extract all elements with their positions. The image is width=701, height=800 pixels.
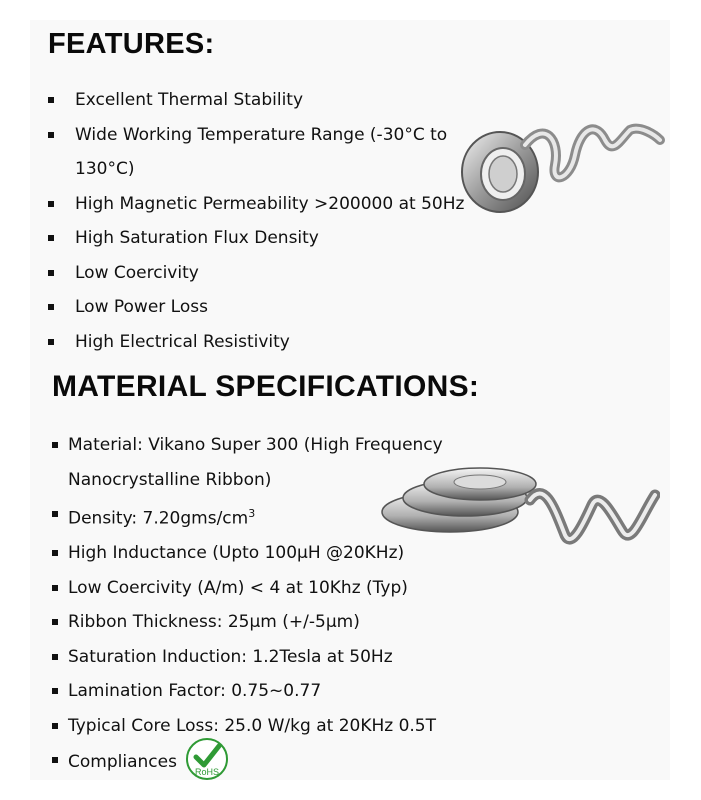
list-item (52, 709, 482, 744)
list-item (52, 605, 482, 640)
bullet-icon (48, 304, 54, 310)
bullet-icon (52, 688, 58, 694)
bullet-icon (48, 270, 54, 276)
bullet-icon (52, 585, 58, 591)
list-item (52, 640, 482, 675)
bullet-icon (52, 619, 58, 625)
spec-text: Lamination Factor: 0.75~0.77 (68, 681, 322, 702)
material-specifications-heading: MATERIAL SPECIFICATIONS: (52, 370, 480, 403)
bullet-icon (52, 757, 58, 763)
list-item (48, 256, 478, 291)
spec-text: Low Coercivity (A/m) < 4 at 10Khz (Typ) (68, 577, 408, 598)
list-item (52, 571, 482, 606)
feature-text: Low Coercivity (75, 262, 199, 283)
feature-text: Wide Working Temperature Range (-30°C to 130°C) (75, 124, 448, 179)
bullet-icon (48, 132, 54, 138)
bullet-icon (48, 235, 54, 241)
rohs-compliance-icon (185, 737, 229, 781)
bullet-icon (48, 201, 54, 207)
list-item (52, 674, 482, 709)
bullet-icon (52, 550, 58, 556)
coiled-ribbon-image (455, 110, 665, 220)
feature-text: Low Power Loss (75, 297, 208, 317)
density-superscript: 3 (248, 507, 256, 520)
feature-text: Excellent Thermal Stability (75, 90, 304, 110)
spec-text: Density: 7.20gms/cm (68, 508, 249, 529)
list-item (48, 118, 478, 187)
bullet-icon (48, 339, 54, 345)
spec-text: Saturation Induction: 1.2Tesla at 50Hz (68, 646, 393, 667)
bullet-icon (52, 442, 58, 448)
list-item (48, 221, 478, 256)
spec-text: Typical Core Loss: 25.0 W/kg at 20KHz 0.5T (68, 715, 436, 736)
spec-text: High Inductance (Upto 100µH @20KHz) (68, 543, 405, 564)
spec-text: Ribbon Thickness: 25µm (+/-5µm) (68, 612, 360, 633)
bullet-icon (52, 511, 58, 517)
rohs-label: RoHS (194, 767, 219, 778)
features-list (48, 83, 478, 359)
list-item (48, 83, 478, 118)
list-item (48, 325, 478, 360)
bullet-icon (52, 723, 58, 729)
spec-text: Compliances (68, 752, 177, 773)
ribbon-rolls-image (380, 460, 660, 560)
feature-text: High Magnetic Permeability >200000 at 50Hz (75, 193, 465, 214)
list-item (48, 187, 478, 222)
bullet-icon (48, 97, 54, 103)
spec-text: Material: Vikano Super 300 (High Frequency Nanocrystalline Ribbon) (68, 435, 443, 490)
list-item (48, 290, 478, 325)
list-item (52, 743, 482, 781)
feature-text: High Electrical Resistivity (75, 331, 290, 352)
bullet-icon (52, 654, 58, 660)
feature-text: High Saturation Flux Density (75, 228, 319, 248)
features-heading: FEATURES: (48, 28, 215, 60)
